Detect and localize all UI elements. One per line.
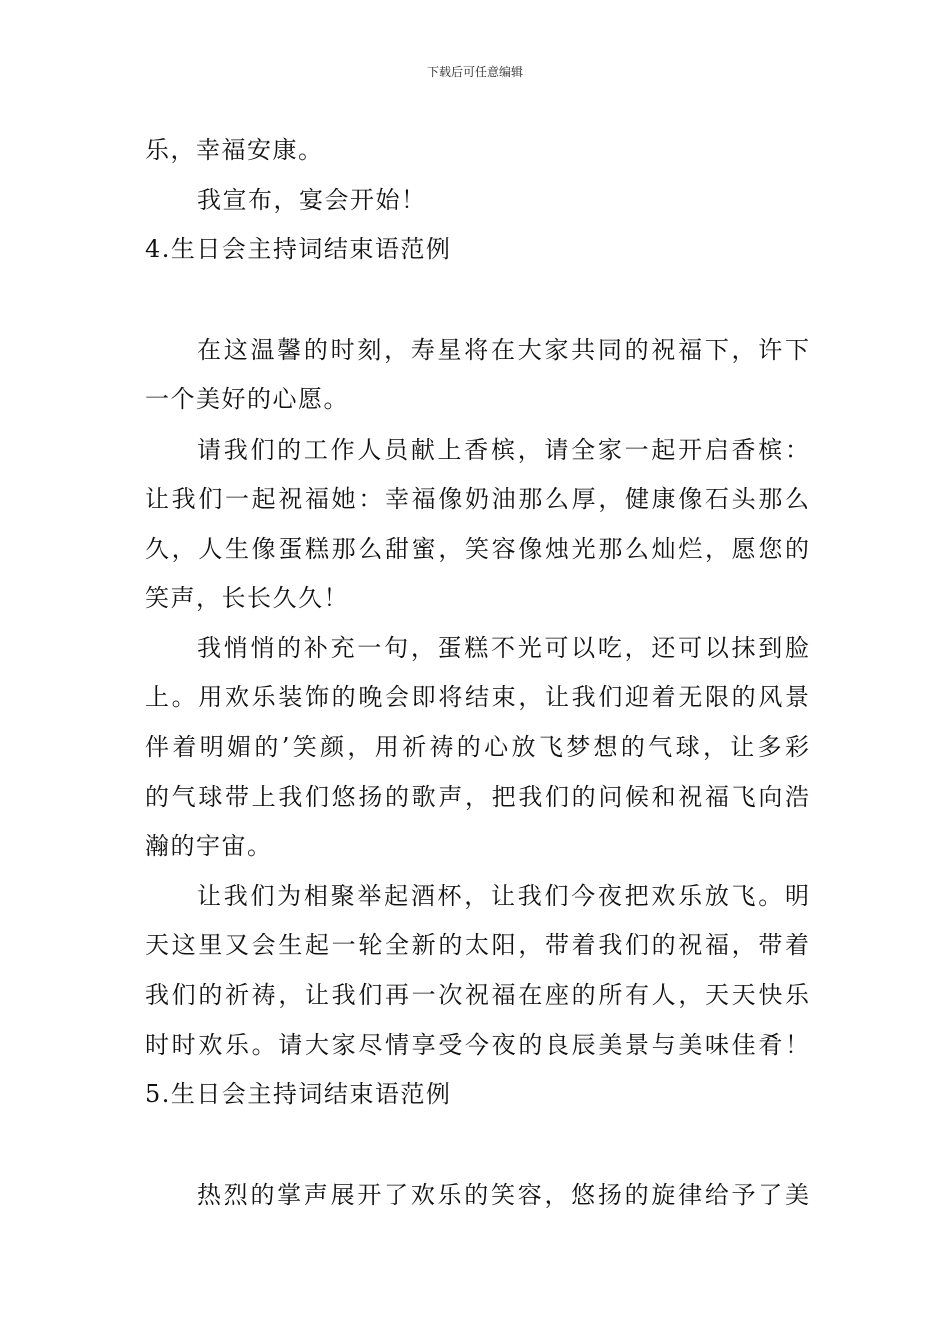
text-line: 让我们一起祝福她：幸福像奶油那么厚，健康像石头那么 (145, 485, 809, 513)
text-line: 热烈的掌声展开了欢乐的笑容，悠扬的旋律给予了美 (197, 1181, 809, 1209)
text-line: 瀚的宇宙。 (145, 832, 273, 860)
text-line: 在这温馨的时刻，寿星将在大家共同的祝福下，许下 (197, 336, 809, 364)
text-line: 时时欢乐。请大家尽情享受今夜的良辰美景与美味佳肴！ (145, 1031, 809, 1059)
text-line: 久，人生像蛋糕那么甜蜜，笑容像烛光那么灿烂，愿您的 (145, 535, 809, 563)
text-line: 请我们的工作人员献上香槟，请全家一起开启香槟： (197, 436, 809, 464)
text-line: 让我们为相聚举起酒杯，让我们今夜把欢乐放飞。明 (197, 882, 809, 910)
text-line: 一个美好的心愿。 (145, 385, 349, 413)
section-heading: 4.生日会主持词结束语范例 (145, 235, 452, 263)
text-line: 伴着明媚的’笑颜，用祈祷的心放飞梦想的气球，让多彩 (145, 733, 809, 761)
text-line: 天这里又会生起一轮全新的太阳，带着我们的祝福，带着 (145, 931, 809, 959)
text-line: 上。用欢乐装饰的晚会即将结束，让我们迎着无限的风景 (145, 683, 809, 711)
text-line: 乐，幸福安康。 (145, 136, 324, 164)
page-header: 下载后可任意编辑 (426, 65, 523, 79)
text-line: 的气球带上我们悠扬的歌声，把我们的问候和祝福飞向浩 (145, 783, 809, 811)
text-line: 我宣布，宴会开始！ (197, 186, 427, 214)
text-line: 笑声，长长久久！ (145, 584, 349, 612)
text-line: 我悄悄的补充一句，蛋糕不光可以吃，还可以抹到脸 (197, 634, 809, 662)
section-heading: 5.生日会主持词结束语范例 (145, 1080, 452, 1108)
text-line: 我们的祈祷，让我们再一次祝福在座的所有人，天天快乐 (145, 981, 809, 1009)
